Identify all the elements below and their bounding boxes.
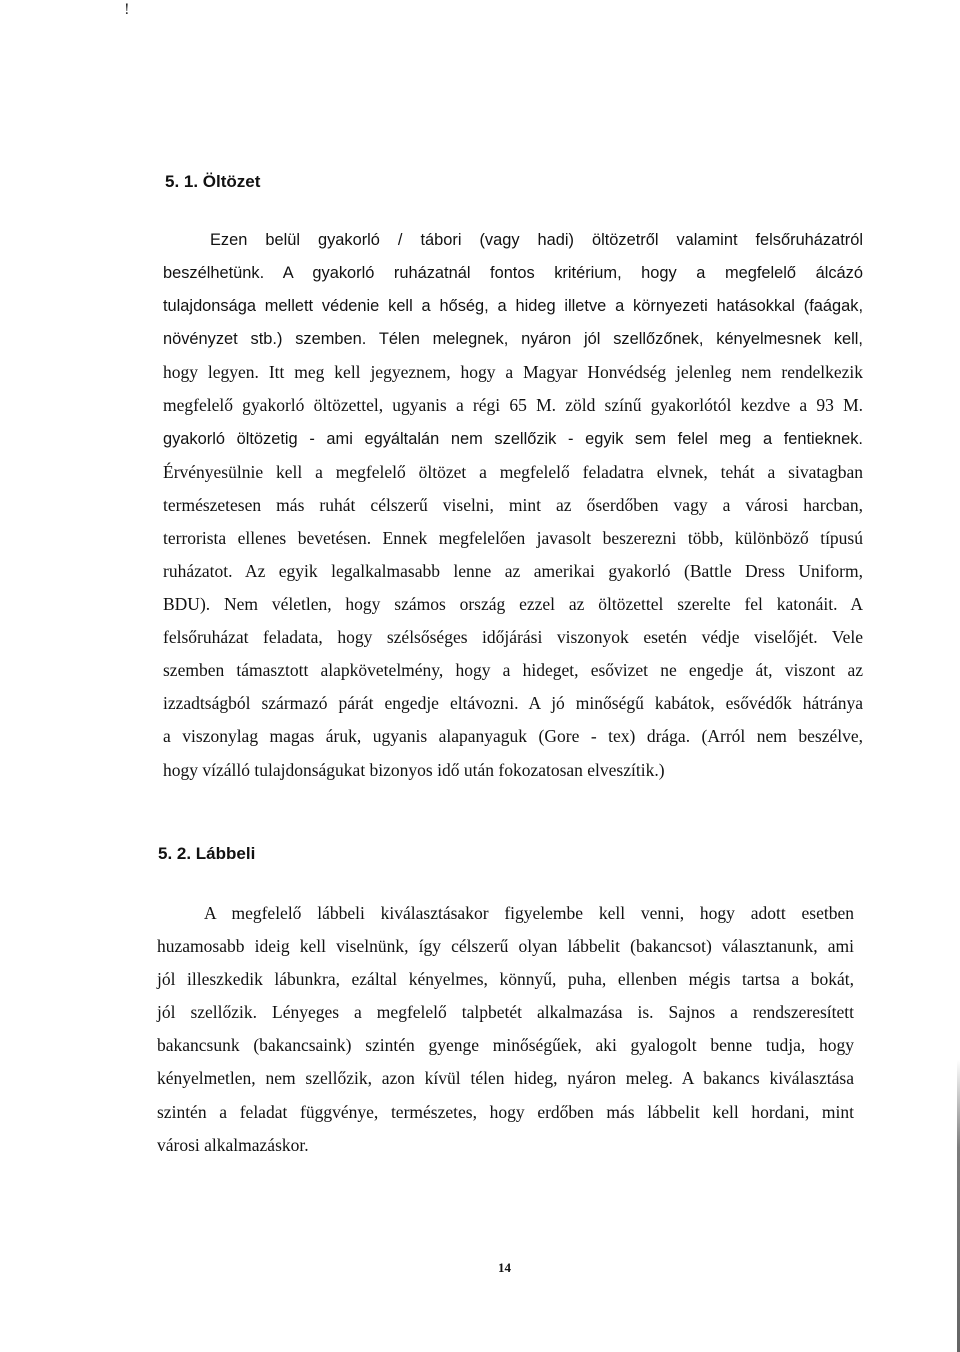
text-line: kényelmetlen, nem szellőzik, azon kívül télen hideg, nyáron meleg. A bakancs kiválasztása (157, 1068, 854, 1089)
text-line: hogy vízálló tulajdonságukat bizonyos idő után fokozatosan elveszítik.) (163, 759, 665, 780)
text-line: jól illeszkedik lábunkra, ezáltal kényelmes, könnyű, puha, ellenben mégis tartsa a bokát, (157, 969, 854, 990)
text-line: terrorista ellenes bevetésen. Ennek megfelelően javasolt beszerezni több, különböző típusú (163, 527, 863, 548)
text-line: beszélhetünk. A gyakorló ruházatnál fontos kritérium, hogy a megfelelő álcázó (163, 264, 863, 283)
text-line: növényzet stb.) szemben. Télen melegnek, nyáron jól szellőzőnek, kényelmesnek kell, (163, 330, 863, 349)
text-line: megfelelő gyakorló öltözettel, ugyanis a régi 65 M. zöld színű gyakorlótól kezdve a 93 M. (163, 395, 863, 416)
text-line: huzamosabb ideig kell viselnünk, így célszerű olyan lábbelit (bakancsot) választanunk, ami (157, 936, 854, 957)
text-line: A megfelelő lábbeli kiválasztásakor figyelembe kell venni, hogy adott esetben (204, 903, 854, 923)
text-line: természetesen más ruhát célszerű viselni, mint az őserdőben vagy a városi harcban, (163, 494, 863, 515)
text-line: Érvényesülnie kell a megfelelő öltözet a megfelelő feladatra elvnek, tehát a sivatagban (163, 461, 863, 482)
text-line: izzadtságból származó párát engedje eltávozni. A jó minőségű kabátok, esővédők hátránya (163, 693, 863, 714)
text-line: szemben támasztott alapkövetelmény, hogy a hideget, esővizet ne engedje át, viszont az (163, 660, 863, 681)
text-line: BDU). Nem véletlen, hogy számos ország ezzel az öltözettel szerelte fel katonáit. A (163, 594, 863, 615)
text-line: felsőruházat feladata, hogy szélsőséges időjárási viszonyok esetén védje viselőjét. Vele (163, 627, 863, 648)
text-line: szintén a feladat függvénye, természetes, hogy erdőben más lábbelit kell hordani, mint (157, 1101, 854, 1122)
text-line: tulajdonsága mellett védenie kell a hőség, a hideg illetve a környezeti hatásokkal (faágak, (163, 297, 863, 316)
section-heading-oltozet: 5. 1. Öltözet (165, 172, 261, 191)
text-line: gyakorló öltözetig - ami egyáltalán nem szellőzik - egyik sem felel meg a fentieknek. (163, 429, 863, 448)
section-heading-labbeli: 5. 2. Lábbeli (158, 844, 256, 863)
text-line: bakancsunk (bakancsaink) szintén gyenge minőségűek, aki gyalogolt benne tudja, hogy (157, 1035, 854, 1056)
section-body-oltozet (163, 224, 863, 787)
page-number: 14 (498, 1260, 511, 1275)
text-line: városi alkalmazáskor. (157, 1134, 309, 1155)
text-line: a viszonylag magas áruk, ugyanis alapanyaguk (Gore - tex) drága. (Arról nem beszélve, (163, 726, 863, 747)
text-line: jól szellőzik. Lényeges a megfelelő talpbetét alkalmazása is. Sajnos a rendszeresített (157, 1002, 854, 1023)
section-body-labbeli (157, 897, 854, 1162)
text-line: ruházatot. Az egyik legalkalmasabb lenne az amerikai gyakorló (Battle Dress Uniform, (163, 560, 863, 581)
text-line: hogy legyen. Itt meg kell jegyeznem, hogy a Magyar Honvédség jelenleg nem rendelkezik (163, 362, 863, 383)
text-line: Ezen belül gyakorló / tábori (vagy hadi) öltözetről valamint felsőruházatról (210, 231, 863, 249)
top-margin-mark: ! (124, 2, 130, 18)
